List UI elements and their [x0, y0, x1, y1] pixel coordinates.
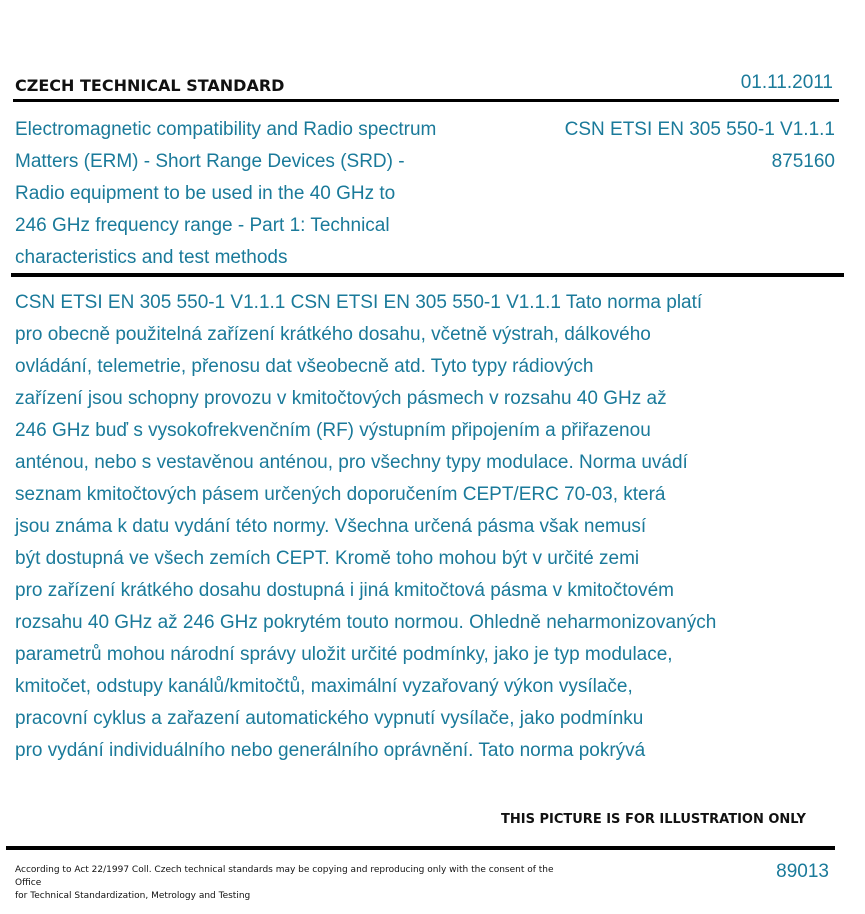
top-rule [13, 99, 839, 102]
abstract-line: pracovní cyklus a zařazení automatického vypnutí vysílače, jako podmínku [15, 708, 644, 729]
abstract-line: pro vydání individuálního nebo generálního oprávnění. Tato norma pokrývá [15, 740, 646, 761]
legal-line: for Technical Standardization, Metrology and Testing [15, 891, 251, 901]
title-line: Matters (ERM) - Short Range Devices (SRD) - [15, 151, 405, 172]
standard-number: 875160 [771, 151, 835, 172]
abstract-line: zařízení jsou schopny provozu v kmitočtových pásmech v rozsahu 40 GHz až [15, 388, 667, 409]
abstract-line: rozsahu 40 GHz až 246 GHz pokrytém touto normou. Ohledně neharmonizovaných [15, 612, 717, 633]
abstract-line: pro obecně použitelná zařízení krátkého dosahu, včetně výstrah, dálkového [15, 324, 651, 345]
issue-date: 01.11.2011 [740, 72, 833, 93]
abstract-line: kmitočet, odstupy kanálů/kmitočtů, maximální vyzařovaný výkon vysílače, [15, 676, 633, 697]
legal-notice [15, 864, 575, 903]
abstract-line: CSN ETSI EN 305 550-1 V1.1.1 CSN ETSI EN 305 550-1 V1.1.1 Tato norma platí [15, 292, 703, 313]
title-line: 246 GHz frequency range - Part 1: Technical [15, 215, 390, 236]
illustration-note: THIS PICTURE IS FOR ILLUSTRATION ONLY [501, 812, 806, 827]
abstract-line: pro zařízení krátkého dosahu dostupná i jiná kmitočtová pásma v kmitočtovém [15, 580, 674, 601]
abstract-line: anténou, nebo s vestavěnou anténou, pro všechny typy modulace. Norma uvádí [15, 452, 688, 473]
title-rule [11, 273, 844, 277]
footer-rule [6, 846, 835, 850]
abstract-line: jsou známa k datu vydání této normy. Všechna určená pásma však nemusí [15, 516, 647, 537]
abstract-line: parametrů mohou národní správy uložit určité podmínky, jako je typ modulace, [15, 644, 673, 665]
standard-identifiers [565, 114, 835, 178]
abstract [15, 287, 815, 767]
abstract-line: ovládání, telemetrie, přenosu dat všeobecně atd. Tyto typy rádiových [15, 356, 594, 377]
title-line: Electromagnetic compatibility and Radio spectrum [15, 119, 437, 140]
abstract-line: seznam kmitočtových pásem určených doporučením CEPT/ERC 70-03, která [15, 484, 666, 505]
standard-code: CSN ETSI EN 305 550-1 V1.1.1 [564, 119, 835, 140]
title-line: characteristics and test methods [15, 247, 288, 268]
legal-line: According to Act 22/1997 Coll. Czech technical standards may be copying and reproducing only with the consent of the Office [15, 865, 554, 888]
header-label: CZECH TECHNICAL STANDARD [15, 76, 285, 95]
abstract-line: být dostupná ve všech zemích CEPT. Kromě toho mohou být v určité zemi [15, 548, 640, 569]
footer-code: 89013 [776, 861, 829, 882]
standard-title [15, 114, 505, 274]
title-line: Radio equipment to be used in the 40 GHz to [15, 183, 396, 204]
abstract-line: 246 GHz buď s vysokofrekvenčním (RF) výstupním připojením a přiřazenou [15, 420, 651, 441]
